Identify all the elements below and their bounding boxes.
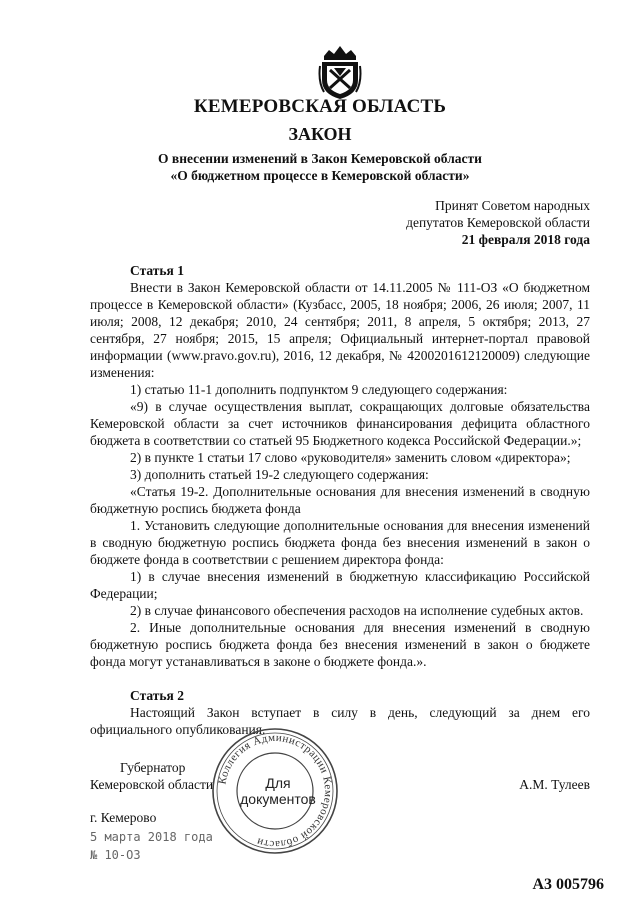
- article-1-paragraph: 1) в случае внесения изменений в бюджетную классификацию Российской Федерации;: [90, 569, 590, 601]
- signatory-title-line-2: Кемеровской области: [90, 777, 214, 792]
- adoption-line-1: Принят Советом народных: [435, 198, 590, 213]
- article-1-paragraph: 1. Установить следующие дополнительные основания для внесения изменений в сводную бюджетную роспись бюджета фонда без внесения изменений в закон о бюджете фонда в соответствии с решением директора фонда:: [90, 518, 590, 567]
- stamp-center-line-2: документов: [240, 791, 316, 807]
- article-1-paragraph: 1) статью 11-1 дополнить подпунктом 9 следующего содержания:: [130, 382, 508, 397]
- law-title-line-1: О внесении изменений в Закон Кемеровской области: [158, 151, 482, 166]
- law-body: [90, 262, 590, 738]
- article-1-heading: Статья 1: [130, 263, 184, 278]
- article-1-paragraph: 3) дополнить статьей 19-2 следующего содержания:: [130, 467, 429, 482]
- stamp-center-text: [240, 775, 316, 807]
- law-title-line-2: «О бюджетном процессе в Кемеровской области»: [170, 168, 470, 183]
- typed-number: № 10-ОЗ: [90, 848, 141, 862]
- article-2-paragraph: Настоящий Закон вступает в силу в день, следующий за днем его официального опубликования.: [90, 705, 590, 737]
- document-type: ЗАКОН: [288, 124, 352, 144]
- region-title: КЕМЕРОВСКАЯ ОБЛАСТЬ: [193, 96, 447, 117]
- signatory-name: А.М. Тулеев: [519, 777, 590, 792]
- article-1-paragraph: 2. Иные дополнительные основания для внесения изменений в сводную бюджетную роспись бюджета фонда без внесения изменений в закон о бюджете фонда могут устанавливаться в законе о бюджете фонда.».: [90, 620, 590, 669]
- document-number: А3 005796: [532, 876, 604, 893]
- stamp-ring-text: Коллегия Администрации Кемеровской области: [216, 731, 335, 851]
- article-1-paragraph: Внести в Закон Кемеровской области от 14.11.2005 № 111-ОЗ «О бюджетном процессе в Кемеровской области» (Кузбасс, 2005, 18 ноября; 2006, 26 июля; 2007, 11 июля; 2008, 12 декабря; 2010, 24 сентября; 2011, 8 апреля, 5 октября; 2013, 27 сентября, 27 ноября; 2015, 15 апреля; Официальный интернет-портал правовой информации (www.pravo.gov.ru), 2016, 12 декабря, № 4200201612120009) следующие изменения:: [90, 280, 590, 380]
- typed-date: 5 марта 2018 года: [90, 830, 213, 844]
- article-1-paragraph: 2) в пункте 1 статьи 17 слово «руководителя» заменить словом «директора»;: [130, 450, 571, 465]
- signatory-title-line-1: Губернатор: [120, 760, 186, 775]
- adoption-date: 21 февраля 2018 года: [461, 232, 590, 247]
- adoption-line-2: депутатов Кемеровской области: [406, 215, 590, 230]
- article-1-paragraph: «Статья 19-2. Дополнительные основания для внесения изменений в сводную бюджетную роспись бюджета фонда: [90, 484, 590, 516]
- article-1-paragraph: 2) в случае финансового обеспечения расходов на исполнение судебных актов.: [130, 603, 584, 618]
- coat-of-arms-icon: [318, 42, 362, 100]
- article-2-heading: Статья 2: [130, 688, 184, 703]
- article-1-paragraph: «9) в случае осуществления выплат, сокращающих долговые обязательства Кемеровской области за счет источников финансирования дефицита областного бюджета в соответствии со статьей 95 Бюджетного кодекса Российской Федерации.»;: [90, 399, 590, 448]
- stamp-center-line-1: Для: [265, 775, 291, 791]
- city-label: г. Кемерово: [90, 810, 157, 825]
